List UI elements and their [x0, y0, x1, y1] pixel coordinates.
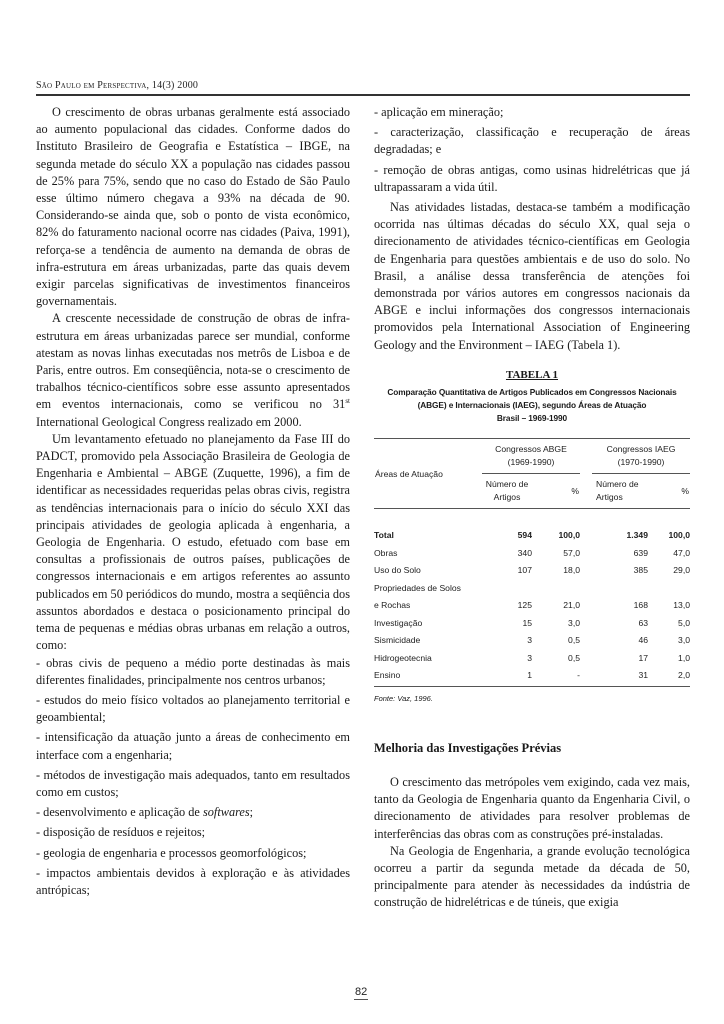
- table-title-line: Brasil – 1969-1990: [496, 413, 568, 424]
- paragraph-text: International Geological Congress realizado em 2000.: [36, 414, 302, 429]
- paragraph: Um levantamento efetuado no planejamento da Fase III do PADCT, promovido pela Associação Brasileira de Geologia de Engenharia e Ambiental – ABGE (Zuquette, 1996), a fim de identificar as necessidades requeridas pelas obras civis, registra as tendências internacionais para o início do século XXI das principais atividades de geologia aplicada à engenharia, a Geologia de Engenharia. O estudo, efetuado com base em consultas a profissionais de outros países, publicações de congressos internacionais e em artigos referentes ao assunto publicados em 50 periódicos do mundo, mostra a seqüência dos assuntos abordados e destaca o posicionamento principal do tema de pequenas e médias obras urbanas em relação a outros, como:: [36, 431, 350, 653]
- journal-name: São Paulo em Perspectiva: [36, 80, 147, 91]
- group-name: Congressos ABGE: [495, 444, 567, 455]
- table-row: [374, 614, 690, 632]
- journal-issue: , 14(3) 2000: [146, 80, 199, 91]
- header-line: Artigos: [596, 492, 623, 503]
- cell-abge-pct: 21,0: [563, 600, 580, 611]
- section-heading: Melhoria das Investigações Prévias: [374, 740, 562, 755]
- table-title-line: (ABGE) e Internacionais (IAEG), segundo Áreas de Atuação: [417, 400, 647, 411]
- list-item: - caracterização, classificação e recuperação de áreas degradadas; e: [374, 125, 690, 157]
- list-item-text: ;: [249, 805, 254, 820]
- cell-iaeg-pct: 13,0: [673, 600, 690, 611]
- cell-abge-count: 1: [482, 667, 532, 687]
- cell-iaeg-pct: 47,0: [673, 547, 690, 558]
- list-item: - impactos ambientais devidos à exploração e às atividades antrópicas;: [36, 865, 350, 897]
- column-gap: [580, 474, 592, 509]
- table-row: [374, 562, 690, 580]
- list-item: - métodos de investigação mais adequados, tanto em resultados como em custos;: [36, 767, 350, 799]
- cell-area: Investigação: [374, 617, 423, 628]
- column-header-abge-pct: %: [532, 474, 580, 509]
- column-group-abge: [482, 439, 580, 474]
- list-item: - intensificação da atuação junto a áreas de conhecimento em interface com a engenharia;: [36, 730, 350, 762]
- cell-area: Propriedades de Solos: [374, 582, 461, 593]
- table-row: [374, 544, 690, 562]
- table-row: [374, 579, 690, 597]
- cell-abge-count: 3: [527, 652, 532, 663]
- column-header-iaeg-pct: %: [648, 474, 690, 509]
- header-line: Artigos: [493, 492, 521, 503]
- table-title-line: Comparação Quantitativa de Artigos Publicados em Congressos Nacionais: [387, 387, 677, 398]
- table-row: [374, 667, 690, 687]
- cell-iaeg-count: 31: [592, 667, 648, 687]
- column-header-area: Áreas de Atuação: [374, 439, 482, 509]
- cell-area: Obras: [374, 547, 398, 558]
- cell-iaeg-pct: 5,0: [678, 617, 690, 628]
- cell-iaeg-pct: 100,0: [648, 509, 690, 545]
- cell-abge-pct: 100,0: [532, 509, 580, 545]
- table-row-total: [374, 509, 690, 545]
- column-header-abge-count: [482, 474, 532, 509]
- list-item: [36, 804, 350, 821]
- cell-area: e Rochas: [374, 600, 411, 611]
- list-item: - aplicação em mineração;: [374, 105, 504, 119]
- cell-iaeg-pct: 3,0: [678, 635, 690, 646]
- cell-abge-count: 594: [482, 509, 532, 545]
- cell-area: Sismicidade: [374, 635, 421, 646]
- paragraph: Na Geologia de Engenharia, a grande evolução tecnológica ocorreu a partir da segunda metade da década de 50, principalmente para atender às necessidades da indústria de construção de hidrelétricas e de túneis, que exigia: [374, 843, 690, 910]
- list-item-text: - desenvolvimento e aplicação de: [36, 805, 203, 820]
- group-period: (1969-1990): [507, 457, 555, 468]
- column-group-iaeg: [592, 439, 690, 474]
- cell-iaeg-pct: 2,0: [648, 667, 690, 687]
- left-column: [36, 104, 350, 899]
- paragraph: [36, 310, 350, 430]
- paragraph: Nas atividades listadas, destaca-se também a modificação ocorrida nas últimas décadas do século XX, qual seja o direcionamento de atividades técnico-científicas em Geologia de Engenharia para questões ambientais e de uso do solo. No Brasil, a análise dessa transferência de atenções foi demonstrada por vários autores em congressos nacionais da ABGE e inclui informações dos congressos internacionais promovidos pela International Association of Engineering Geology and the Environment – IAEG (Tabela 1).: [374, 200, 690, 352]
- paragraph: O crescimento de obras urbanas geralmente está associado ao aumento populacional das cidades. Conforme dados do Instituto Brasileiro de Geografia e Estatística – IBGE, na segunda metade do século XX a população nas cidades passou de 25% para 75%, sendo que no caso do Estado de São Paulo esse último número chegava a 93% na década de 90. Considerando-se ainda que, sob o ponto de vista econômico, 82% do faturamento nacional ocorre nas cidades (Paiva, 1991), reforça-se a tendência de aumento na demanda de obras de infra-estrutura em áreas urbanizadas, parte das quais devem exigir parcelas significativas de investimentos financeiros governamentais.: [36, 105, 350, 309]
- cell-abge-count: 107: [517, 565, 532, 576]
- running-header: [36, 80, 198, 91]
- paragraph-text: A crescente necessidade de construção de obras de infra-estrutura em áreas urbanizadas parece ser mundial, conforme atestam as novas linhas executadas nos metrôs de Lisboa e de Paris, entre outros. Em conseqüência, nota-se o crescimento de trabalhos técnico-científicos sobre esse assunto apresentados em eventos internacionais, como se verificou no 31: [36, 311, 350, 412]
- list-item: - remoção de obras antigas, como usinas hidrelétricas que já ultrapassaram a vida útil.: [374, 162, 690, 194]
- cell-iaeg-count: 1.349: [592, 509, 648, 545]
- list-item: - estudos do meio físico voltados ao planejamento territorial e geoambiental;: [36, 692, 350, 725]
- right-column: [374, 104, 690, 912]
- page-number: 82: [355, 986, 368, 998]
- header-line: Número de: [485, 479, 529, 490]
- data-table: [374, 438, 690, 687]
- cell-abge-count: 340: [517, 547, 532, 558]
- table-row: [374, 649, 690, 667]
- list-item: - disposição de resíduos e rejeitos;: [36, 825, 206, 840]
- cell-abge-count: 125: [517, 600, 532, 611]
- cell-abge-count: 3: [527, 635, 532, 646]
- list-item: - obras civis de pequeno a médio porte destinadas às mais diferentes finalidades, principalmente nos centros urbanos;: [36, 655, 350, 687]
- cell-iaeg-count: 63: [638, 617, 648, 628]
- cell-abge-pct: 0,5: [568, 635, 580, 646]
- cell-area: Total: [374, 509, 482, 545]
- cell-area: Uso do Solo: [374, 565, 421, 576]
- cell-abge-pct: 3,0: [568, 617, 580, 628]
- column-gap: [580, 439, 592, 474]
- group-period: (1970-1990): [617, 457, 665, 468]
- cell-iaeg-pct: 1,0: [678, 652, 690, 663]
- cell-abge-count: 15: [522, 617, 532, 628]
- table-row: [374, 632, 690, 650]
- cell-iaeg-pct: 29,0: [673, 565, 690, 576]
- cell-iaeg-count: 17: [638, 652, 648, 663]
- cell-abge-pct: 57,0: [563, 547, 580, 558]
- cell-abge-pct: 0,5: [568, 652, 580, 663]
- cell-area: Hidrogeotecnia: [374, 652, 432, 663]
- cell-abge-pct: 18,0: [563, 565, 580, 576]
- cell-iaeg-count: 639: [633, 547, 648, 558]
- paragraph: O crescimento das metrópoles vem exigindo, cada vez mais, tanto da Geologia de Engenharia quanto da Engenharia Civil, o direcionamento de atividades para resolver problemas de interferências das obras com as construções pré-instaladas.: [374, 774, 690, 841]
- header-rule: [36, 94, 690, 96]
- cell-iaeg-count: 168: [633, 600, 648, 611]
- header-line: Número de: [596, 479, 639, 490]
- table-title: [374, 386, 690, 425]
- cell-iaeg-count: 46: [638, 635, 648, 646]
- table-row: [374, 597, 690, 615]
- list-item-italic: softwares: [202, 805, 250, 820]
- cell-area: Ensino: [374, 667, 482, 687]
- list-item: - geologia de engenharia e processos geomorfológicos;: [36, 845, 307, 860]
- column-header-iaeg-count: [592, 474, 648, 509]
- ordinal-superscript: st: [345, 397, 350, 406]
- table-source: Fonte: Vaz, 1996.: [374, 693, 433, 703]
- table-1: [374, 367, 690, 707]
- group-name: Congressos IAEG: [606, 444, 676, 455]
- table-label: TABELA 1: [505, 368, 559, 381]
- cell-iaeg-count: 385: [633, 565, 648, 576]
- cell-abge-pct: -: [532, 667, 580, 687]
